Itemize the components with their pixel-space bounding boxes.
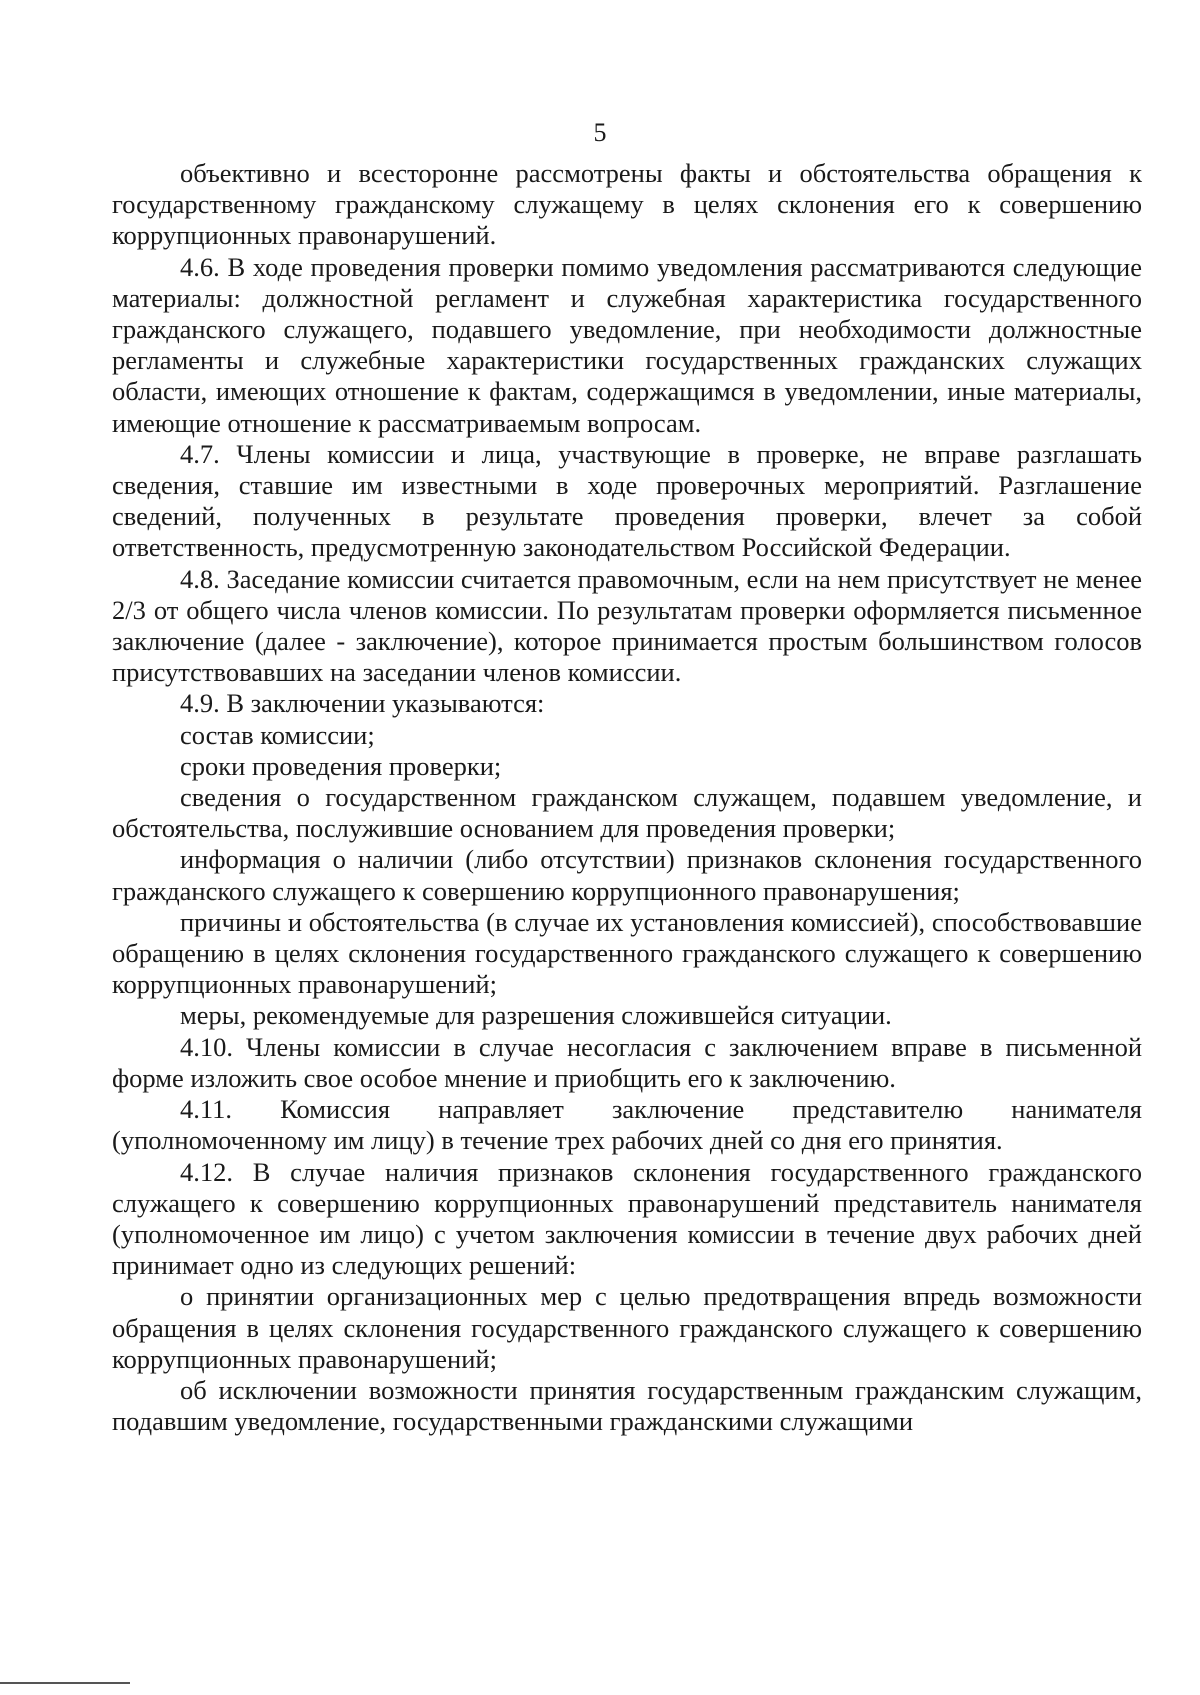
paragraph: 4.9. В заключении указываются: — [180, 688, 545, 719]
paragraph: объективно и всесторонне рассмотрены факты и обстоятельства обращения к государственному гражданскому служащему в целях склонения его к совершению коррупционных правонарушений. — [112, 158, 1142, 251]
paragraph: причины и обстоятельства (в случае их установления комиссией), способствовавшие обращению в целях склонения государственного гражданского служащего к совершению коррупционных правонарушений; — [112, 906, 1142, 1000]
document-body — [112, 158, 1142, 1437]
paragraph: 4.8. Заседание комиссии считается правомочным, если на нем присутствует не менее 2/3 от общего числа членов комиссии. По результатам проверки оформляется письменное заключение (далее - заключение), которое принимается простым большинством голосов присутствовавших на заседании членов комиссии. — [112, 563, 1142, 688]
paragraph: 4.10. Члены комиссии в случае несогласия с заключением вправе в письменной форме изложить свое особое мнение и приобщить его к заключению. — [112, 1031, 1142, 1093]
paragraph: об исключении возможности принятия государственным гражданским служащим, подавшим уведомление, государственными гражданскими служащими — [112, 1374, 1142, 1437]
paragraph: меры, рекомендуемые для разрешения сложившейся ситуации. — [180, 1000, 892, 1031]
paragraph: 4.7. Члены комиссии и лица, участвующие в проверке, не вправе разглашать сведения, ставшие им известными в ходе проверочных мероприятий. Разглашение сведений, полученных в результате проведения проверки, влечет за собой ответственность, предусмотренную законодательством Российской Федерации. — [112, 438, 1142, 563]
paragraph: 4.6. В ходе проведения проверки помимо уведомления рассматриваются следующие материалы: должностной регламент и служебная характеристика государственного гражданского служащего, подавшего уведомление, при необходимости должностные регламенты и служебные характеристики государственных гражданских служащих области, имеющих отношение к фактам, содержащимся в уведомлении, иные материалы, имеющие отношение к рассматриваемым вопросам. — [112, 251, 1142, 438]
paragraph: о принятии организационных мер с целью предотвращения впредь возможности обращения в целях склонения государственного гражданского служащего к совершению коррупционных правонарушений; — [112, 1281, 1142, 1374]
paragraph: состав комиссии; — [180, 719, 375, 750]
paragraph: сведения о государственном гражданском служащем, подавшем уведомление, и обстоятельства, послужившие основанием для проведения проверки; — [112, 782, 1142, 844]
paragraph: 4.12. В случае наличия признаков склонения государственного гражданского служащего к совершению коррупционных правонарушений представитель нанимателя (уполномоченное им лицо) с учетом заключения комиссии в течение двух рабочих дней принимает одно из следующих решений: — [112, 1156, 1142, 1281]
page-number: 5 — [593, 118, 607, 147]
footer-divider — [0, 1682, 130, 1684]
paragraph: сроки проведения проверки; — [180, 750, 502, 781]
paragraph: 4.11. Комиссия направляет заключение представителю нанимателя (уполномоченному им лицу) в течение трех рабочих дней со дня его принятия. — [112, 1094, 1142, 1156]
paragraph: информация о наличии (либо отсутствии) признаков склонения государственного гражданского служащего к совершению коррупционного правонарушения; — [112, 844, 1142, 906]
